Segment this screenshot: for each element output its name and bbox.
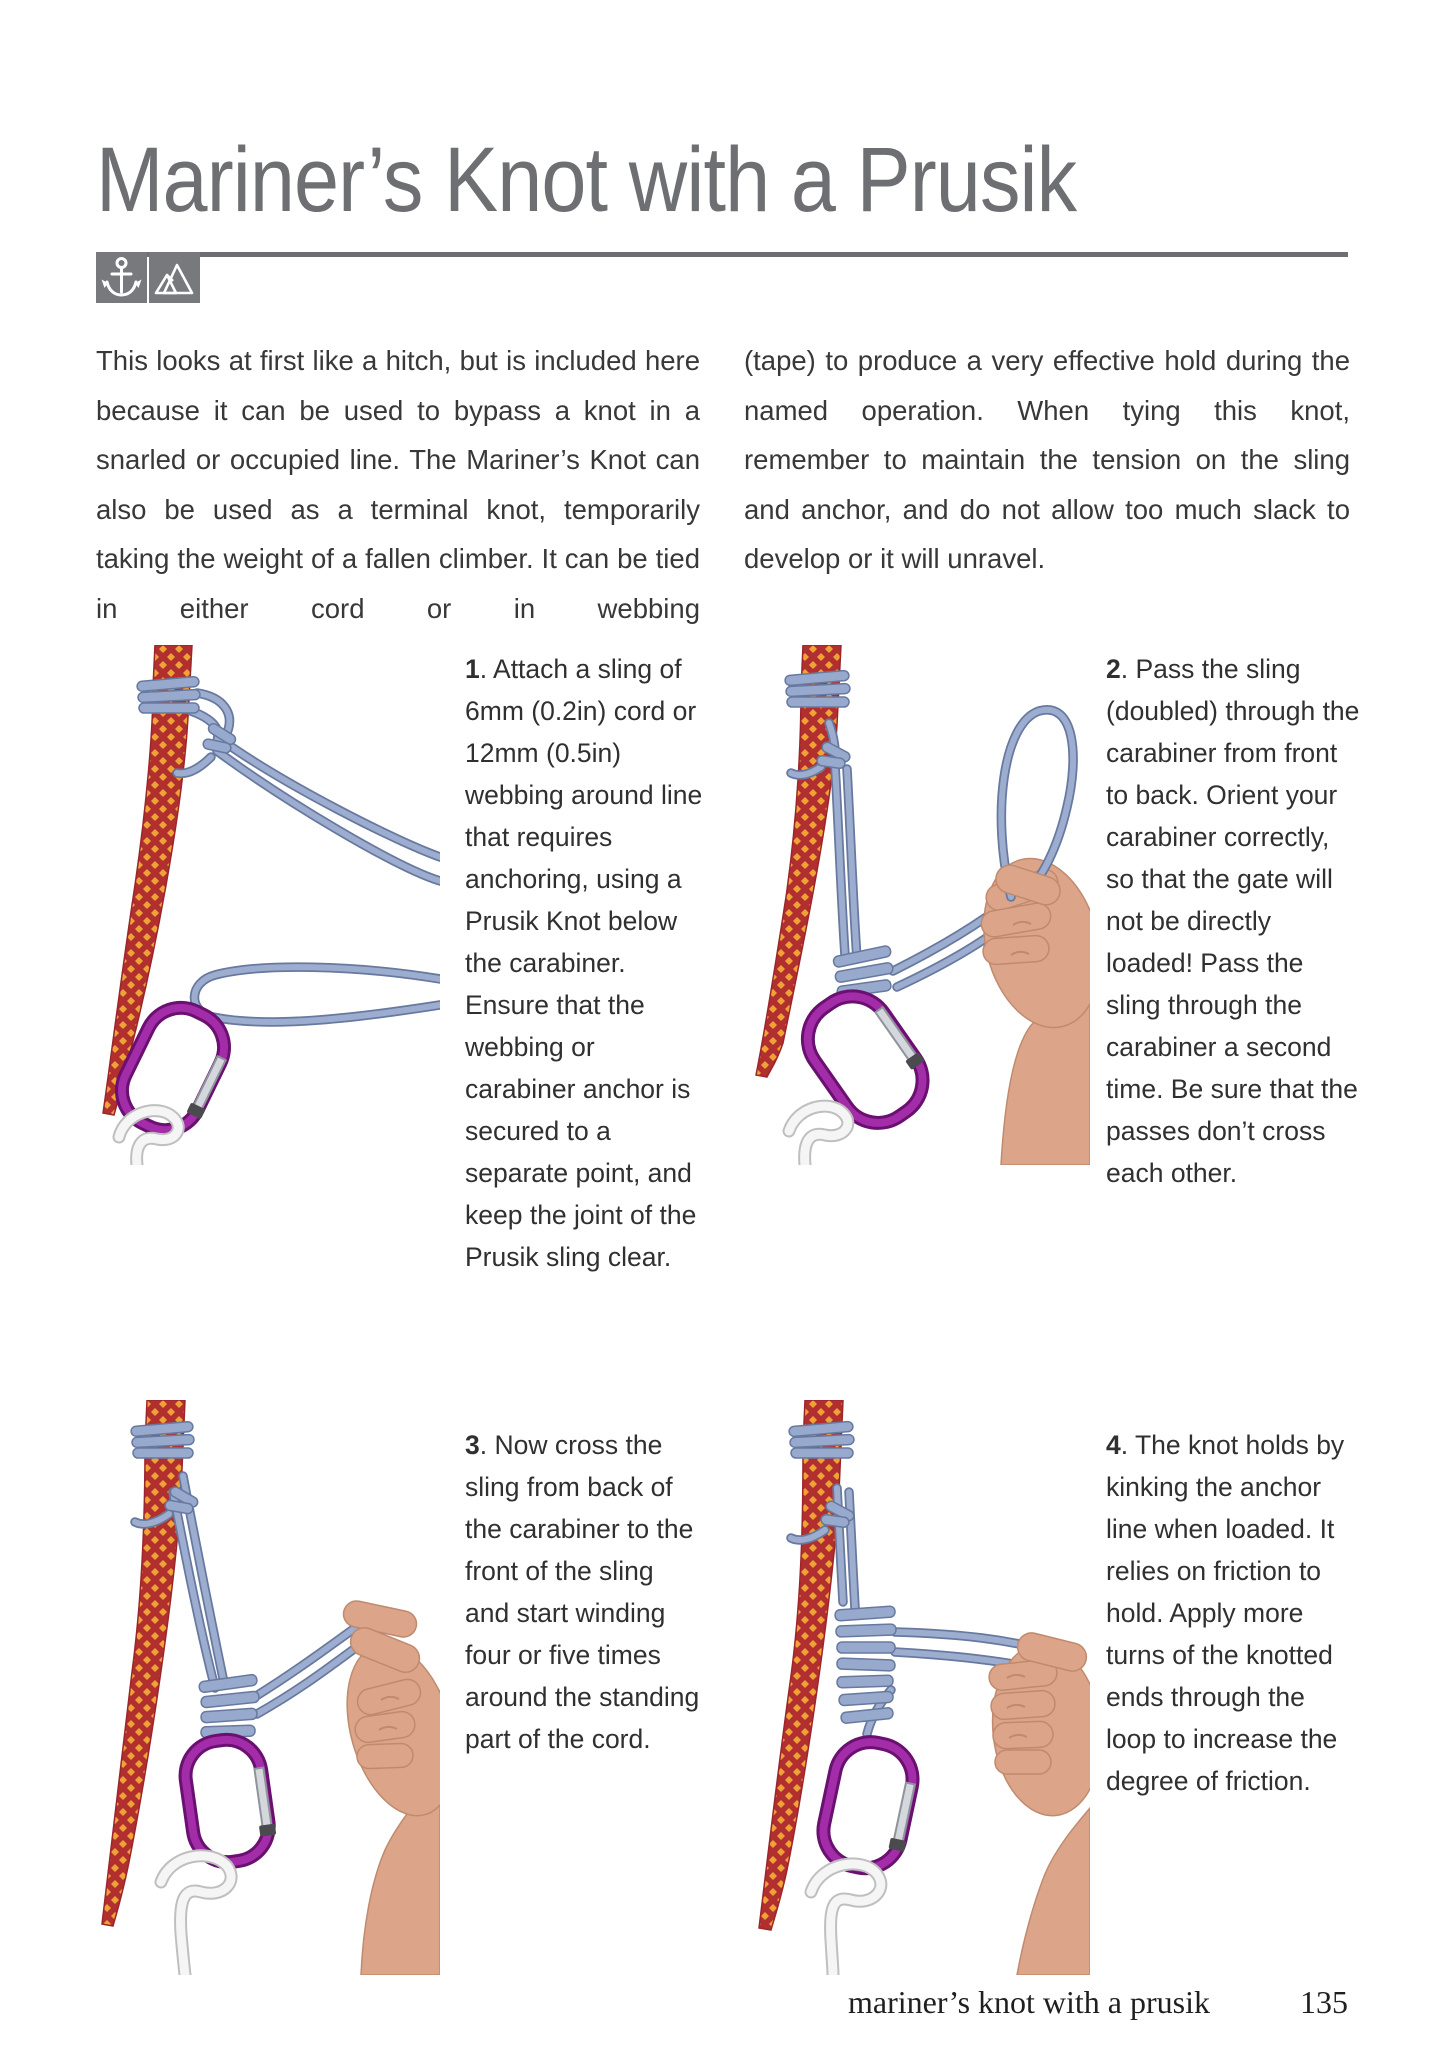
intro-column-right: (tape) to produce a very effective hold during the named operation. When tying this knot, remember to maintain the tension on the sling and anchor, and do not allow too much slack to develop or it will unravel.	[744, 345, 1350, 574]
step-4-photo	[745, 1400, 1090, 1975]
step-1-photo	[95, 645, 440, 1165]
mountain-icon	[149, 252, 200, 303]
intro-column-left: This looks at first like a hitch, but is included here because it can be used to bypass a knot in a snarled or occupied line. The Mariner’s Knot can also be used as a terminal knot, temporarily taking the weight of a fallen climber. It can be tied in either cord or in webbing	[96, 345, 700, 624]
anchor-icon	[96, 252, 147, 303]
category-badge-climbing	[149, 252, 200, 303]
step-2-photo	[745, 645, 1090, 1165]
category-badge-boating	[96, 252, 147, 303]
step-1-text: . Attach a sling of 6mm (0.2in) cord or 12mm (0.5in) webbing around line that requires anchoring, using a Prusik Knot below the carabiner. Ensure that the webbing or carabiner anchor is secured to a separate point, and keep the joint of the Prusik sling clear.	[465, 654, 703, 1272]
step-3-text: . Now cross the sling from back of the carabiner to the front of the sling and start winding four or five times around the standing part of the cord.	[465, 1430, 700, 1754]
title-rule	[96, 252, 1348, 257]
step-4-text: . The knot holds by kinking the anchor line when loaded. It relies on friction to hold. Apply more turns of the knotted ends through the loop to increase the degree of friction.	[1106, 1430, 1345, 1796]
page-footer	[96, 1984, 1348, 2021]
running-title: mariner’s knot with a prusik	[847, 1984, 1210, 2020]
step-2-number: 2	[1106, 654, 1121, 684]
step-1-number: 1	[465, 654, 480, 684]
step-3-caption	[465, 1424, 705, 1760]
step-4-number: 4	[1106, 1430, 1121, 1460]
step-2-caption	[1106, 648, 1360, 1194]
step-4-caption	[1106, 1424, 1362, 1802]
step-3-number: 3	[465, 1430, 480, 1460]
step-1-caption	[465, 648, 705, 1278]
step-3-photo	[95, 1400, 440, 1975]
step-2-text: . Pass the sling (doubled) through the carabiner from front to back. Orient your carabiner correctly, so that the gate will not be directly loaded! Pass the sling through the carabiner a second time. Be sure that the passes don’t cross each other.	[1106, 654, 1360, 1188]
page-title: Mariner’s Knot with a Prusik	[96, 129, 1077, 231]
page-number: 135	[1300, 1984, 1348, 2020]
